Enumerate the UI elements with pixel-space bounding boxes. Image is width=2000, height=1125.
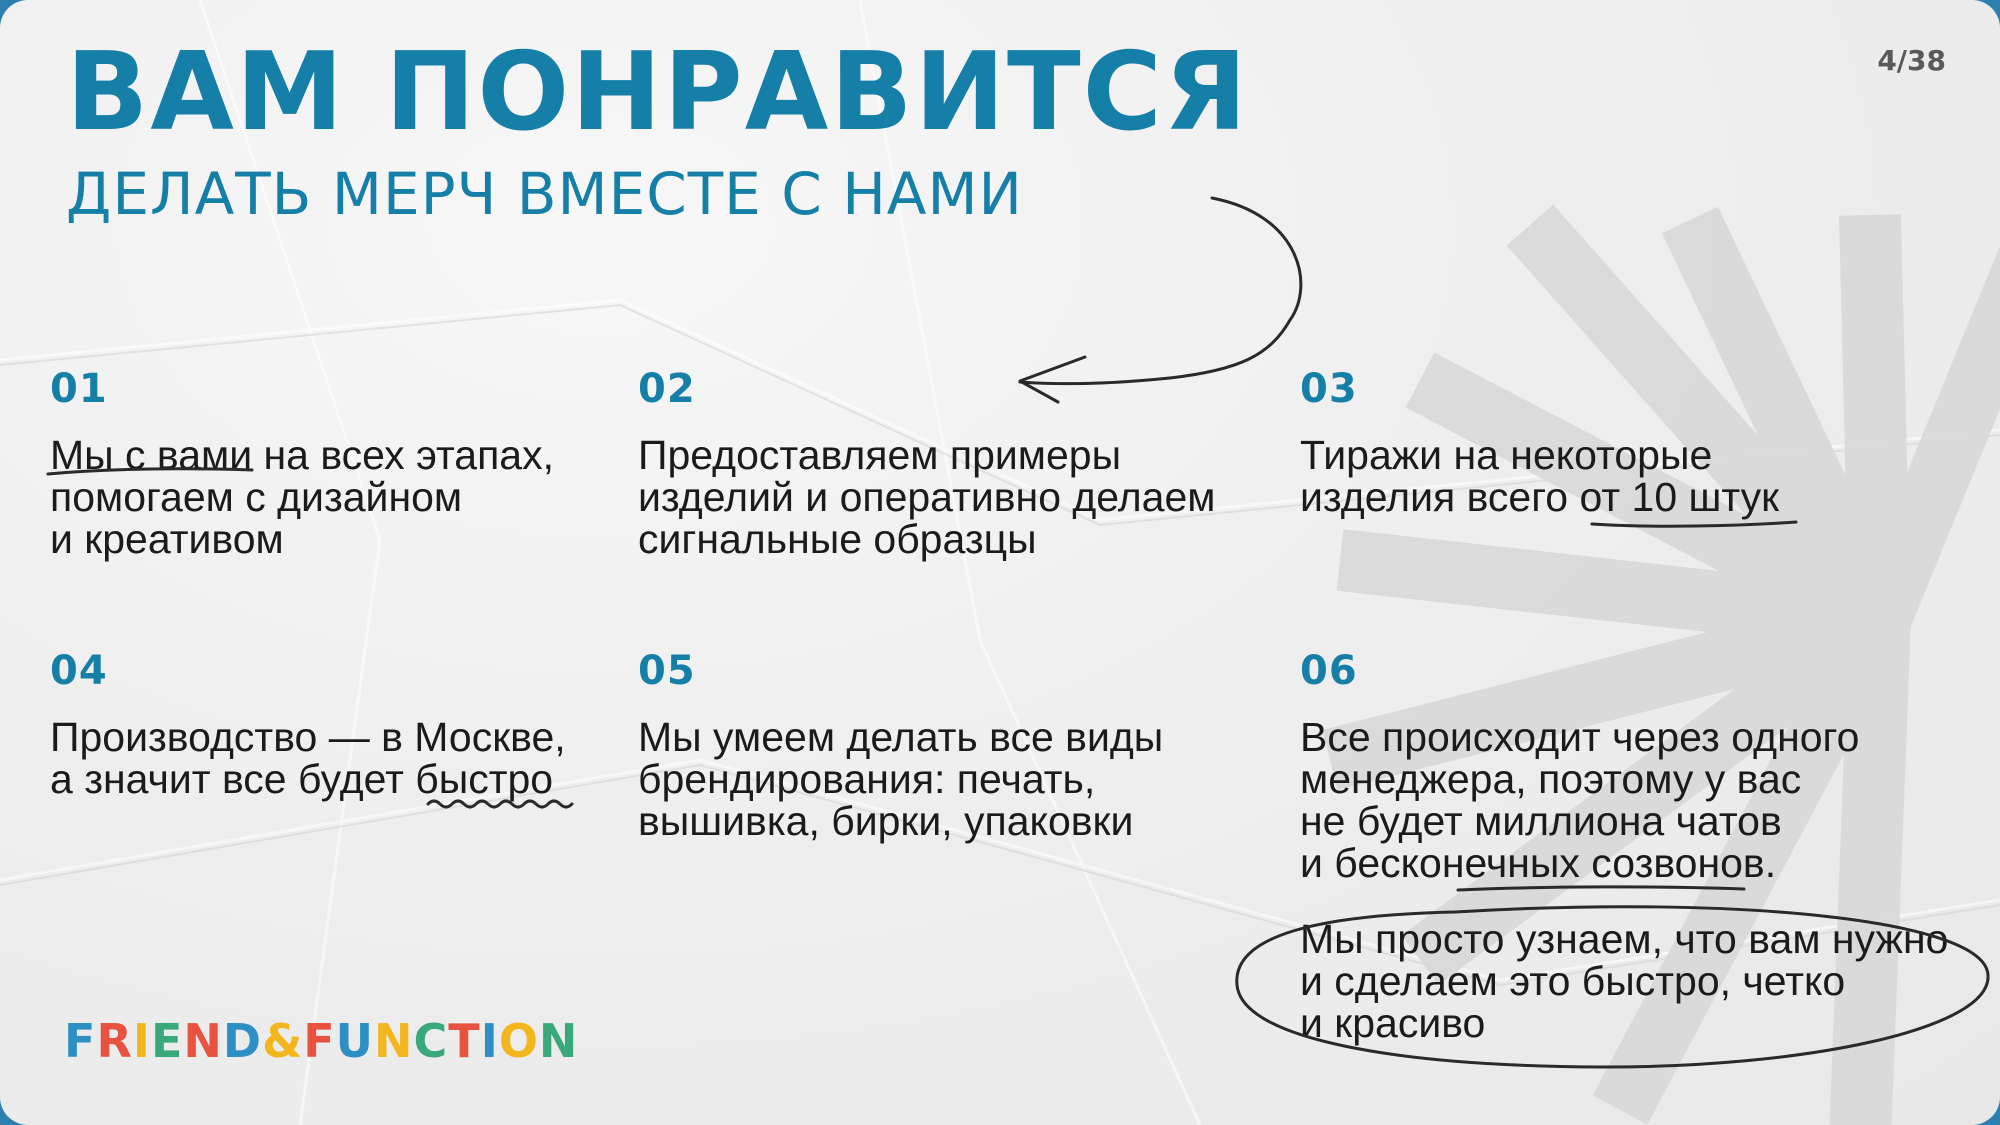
item-text: Предоставляем примеры изделий и оперативно делаем сигнальные образцы [638, 432, 1216, 562]
logo-letter: C [413, 1014, 449, 1068]
friend-function-logo [64, 1014, 578, 1068]
logo-letter: N [374, 1014, 414, 1068]
item-text: Все происходит через одного менеджера, поэтому у вас не будет миллиона чатов и бесконечных созвонов. [1300, 714, 1860, 886]
logo-letter: & [262, 1014, 304, 1068]
logo-letter: I [480, 1014, 499, 1068]
wavy-underline-mark [428, 801, 572, 807]
logo-letter: O [498, 1014, 539, 1068]
logo-letter: D [222, 1014, 263, 1068]
logo-letter: T [448, 1014, 481, 1068]
logo-letter: N [538, 1014, 579, 1068]
logo-letter: R [96, 1014, 133, 1068]
logo-letter: I [132, 1014, 151, 1068]
item-number: 06 [1300, 648, 1358, 694]
logo-letter: F [303, 1014, 336, 1068]
logo-letter: N [183, 1014, 223, 1068]
logo-letter: E [150, 1014, 184, 1068]
callout-text: Мы просто узнаем, что вам нужно и сделаем это быстро, четко и красиво [1300, 916, 1949, 1046]
page-subtitle: ДЕЛАТЬ МЕРЧ ВМЕСТЕ С НАМИ [66, 160, 1023, 228]
item-text: Мы умеем делать все виды брендирования: печать, вышивка, бирки, упаковки [638, 714, 1164, 844]
underline-mark [1592, 522, 1796, 526]
item-number: 03 [1300, 366, 1358, 412]
arrow-head-icon [1020, 357, 1085, 402]
item-number: 05 [638, 648, 696, 694]
page-title: ВАМ ПОНРАВИТСЯ [66, 30, 1250, 155]
logo-letter: U [335, 1014, 375, 1068]
underline-mark [1458, 887, 1744, 890]
item-number: 01 [50, 366, 108, 412]
item-text: Производство — в Москве, а значит все будет быстро [50, 714, 566, 802]
item-number: 04 [50, 648, 108, 694]
page-counter: 4/38 [1877, 44, 1946, 77]
underline-mark [48, 469, 252, 474]
item-text: Мы с вами на всех этапах, помогаем с дизайном и креативом [50, 432, 554, 562]
logo-letter: F [64, 1014, 97, 1068]
curved-arrow-icon [1020, 198, 1301, 384]
item-text: Тиражи на некоторые изделия всего от 10 штук [1300, 432, 1780, 520]
oval-mark [1237, 907, 1988, 1067]
item-number: 02 [638, 366, 696, 412]
